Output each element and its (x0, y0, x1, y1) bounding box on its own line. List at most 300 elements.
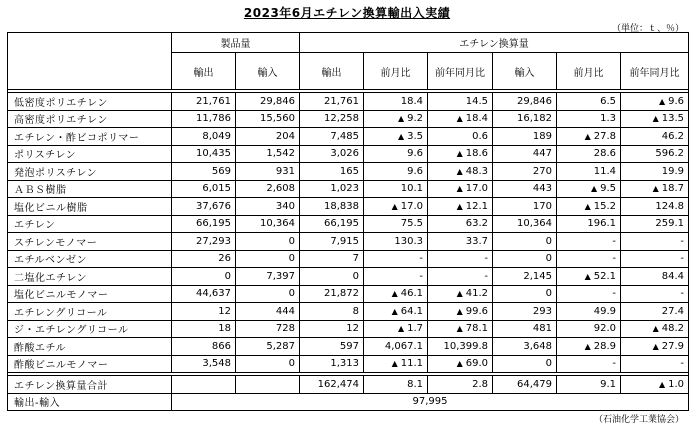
table-cell (300, 198, 364, 216)
cell-value: 28.6 (593, 148, 616, 160)
table-cell (300, 320, 364, 338)
cell-value: 9.6 (407, 148, 423, 160)
table-cell (493, 268, 557, 286)
table-cell (493, 163, 557, 181)
cell-value: 124.8 (655, 200, 684, 212)
cell-value: 18.4 (400, 95, 423, 107)
table-row (8, 163, 689, 181)
table-cell (364, 198, 428, 216)
cell-value: 293 (532, 305, 552, 317)
cell-value: 10,435 (196, 148, 231, 160)
cell-value: 41.2 (465, 288, 488, 300)
row-product-name: エチレン・酢ビコポリマー (8, 128, 172, 146)
table-cell (428, 145, 493, 163)
cell-value: 63.2 (465, 218, 488, 230)
cell-value: 5,287 (266, 340, 295, 352)
decrease-triangle-icon: ▲ (456, 289, 463, 299)
cell-value: 17.0 (400, 200, 423, 212)
table-cell (236, 93, 300, 111)
table-cell (236, 215, 300, 233)
cell-value: 64.1 (400, 305, 423, 317)
header-group-product: 製品量 (172, 33, 300, 53)
cell-value: 443 (532, 183, 552, 195)
cell-value: 481 (532, 323, 552, 335)
balance-name: 輸出-輸入 (8, 393, 172, 411)
table-cell (300, 338, 364, 356)
table-cell (428, 355, 493, 373)
cell-value: 48.3 (465, 165, 488, 177)
table-cell (236, 320, 300, 338)
cell-value: 11,786 (196, 113, 231, 125)
cell-value: 18.6 (465, 148, 488, 160)
cell-value: 3,648 (523, 340, 552, 352)
cell-value: 14.5 (465, 95, 488, 107)
table-cell (557, 320, 621, 338)
row-product-name: エチルベンゼン (8, 250, 172, 268)
cell-value: 12 (218, 305, 231, 317)
table-cell (364, 338, 428, 356)
cell-value: 270 (532, 165, 552, 177)
decrease-triangle-icon: ▲ (456, 201, 463, 211)
row-product-name: エチレン (8, 215, 172, 233)
table-cell (172, 285, 236, 303)
cell-value: 17.0 (465, 183, 488, 195)
decrease-triangle-icon: ▲ (391, 201, 398, 211)
table-cell (364, 110, 428, 128)
table-cell (428, 338, 493, 356)
table-cell (172, 355, 236, 373)
table-cell (557, 145, 621, 163)
total-cell: 8.1 (364, 376, 428, 394)
table-cell (493, 180, 557, 198)
cell-value: 3,026 (330, 148, 359, 160)
decrease-triangle-icon: ▲ (391, 289, 398, 299)
table-cell (364, 163, 428, 181)
cell-value: 866 (211, 340, 231, 352)
table-cell (557, 110, 621, 128)
decrease-triangle-icon: ▲ (584, 201, 591, 211)
cell-value: 52.1 (593, 270, 616, 282)
table-cell (172, 233, 236, 251)
cell-value: 19.9 (661, 165, 684, 177)
table-cell (557, 250, 621, 268)
total-cell (172, 376, 236, 394)
cell-value: 165 (339, 165, 359, 177)
cell-value: 0 (545, 235, 552, 247)
cell-value: 66,195 (196, 218, 231, 230)
cell-value: 0 (288, 288, 295, 300)
decrease-triangle-icon: ▲ (391, 359, 398, 369)
table-cell (172, 93, 236, 111)
decrease-triangle-icon: ▲ (584, 341, 591, 351)
header-group-ethylene: エチレン換算量 (300, 33, 689, 53)
cell-value: 1,023 (330, 183, 359, 195)
cell-value: 3,548 (202, 358, 231, 370)
table-cell (300, 128, 364, 146)
table-row (8, 320, 689, 338)
cell-value: - (419, 270, 423, 282)
cell-value: 12,258 (324, 113, 359, 125)
table-row (8, 180, 689, 198)
cell-value: 170 (532, 200, 552, 212)
cell-value: 10,364 (260, 218, 295, 230)
cell-value: 27.9 (661, 340, 684, 352)
cell-value: 0 (288, 235, 295, 247)
cell-value: 46.1 (400, 288, 423, 300)
total-cell: 162,474 (300, 376, 364, 394)
table-cell (557, 180, 621, 198)
cell-value: 0 (545, 253, 552, 265)
table-cell (236, 338, 300, 356)
row-product-name: 二塩化エチレン (8, 268, 172, 286)
table-cell (300, 233, 364, 251)
table-row (8, 268, 689, 286)
cell-value: 1,542 (266, 148, 295, 160)
decrease-triangle-icon: ▲ (658, 96, 666, 106)
cell-value: 99.6 (465, 305, 488, 317)
table-cell (428, 128, 493, 146)
table-cell (621, 110, 689, 128)
table-cell (493, 128, 557, 146)
table-cell (236, 285, 300, 303)
table-cell (621, 268, 689, 286)
cell-value: 444 (275, 305, 295, 317)
table-cell (621, 285, 689, 303)
table-cell (172, 180, 236, 198)
table-row (8, 110, 689, 128)
table-cell (621, 93, 689, 111)
table-cell (300, 93, 364, 111)
cell-value: 259.1 (655, 218, 684, 230)
decrease-triangle-icon: ▲ (397, 324, 405, 334)
cell-value: 33.7 (465, 235, 488, 247)
cell-value: 1.3 (600, 113, 616, 125)
table-cell (493, 215, 557, 233)
cell-value: 27.8 (593, 130, 616, 142)
col-header: 輸出 (172, 53, 236, 90)
table-cell (557, 215, 621, 233)
row-product-name: ジ・エチレングリコール (8, 320, 172, 338)
cell-value: 11.1 (400, 358, 423, 370)
decrease-triangle-icon: ▲ (456, 324, 463, 334)
cell-value: - (612, 253, 616, 265)
decrease-triangle-icon: ▲ (391, 306, 398, 316)
table-cell (236, 268, 300, 286)
cell-value: 18,838 (324, 200, 359, 212)
col-header: 輸入 (236, 53, 300, 90)
total-cell: 2.8 (428, 376, 493, 394)
table-cell (236, 180, 300, 198)
cell-value: - (612, 235, 616, 247)
decrease-triangle-icon: ▲ (652, 114, 659, 124)
table-cell (428, 303, 493, 321)
table-cell (172, 110, 236, 128)
table-row (8, 128, 689, 146)
total-row (8, 376, 689, 394)
table-cell (236, 128, 300, 146)
cell-value: 189 (532, 130, 552, 142)
table-cell (621, 163, 689, 181)
table-cell (364, 355, 428, 373)
col-header: 前年同月比 (621, 53, 689, 90)
cell-value: 69.0 (465, 358, 488, 370)
cell-value: 8,049 (202, 130, 231, 142)
table-cell (364, 285, 428, 303)
cell-value: 7 (352, 253, 359, 265)
total-value: 1.0 (668, 378, 684, 390)
decrease-triangle-icon: ▲ (397, 114, 405, 124)
cell-value: 0 (224, 270, 231, 282)
table-cell (493, 250, 557, 268)
table-cell (428, 233, 493, 251)
cell-value: 1.7 (407, 323, 423, 335)
table-cell (428, 320, 493, 338)
cell-value: 26 (218, 253, 231, 265)
table-cell (557, 285, 621, 303)
decrease-triangle-icon: ▲ (590, 184, 598, 194)
cell-value: 340 (275, 200, 295, 212)
table-cell (621, 250, 689, 268)
table-cell (172, 215, 236, 233)
row-product-name: 低密度ポリエチレン (8, 93, 172, 111)
table-cell (172, 198, 236, 216)
cell-value: 7,397 (266, 270, 295, 282)
cell-value: 12.1 (465, 200, 488, 212)
cell-value: - (612, 358, 616, 370)
table-cell (364, 128, 428, 146)
decrease-triangle-icon: ▲ (652, 184, 659, 194)
table-cell (364, 93, 428, 111)
table-cell (557, 268, 621, 286)
table-cell (493, 145, 557, 163)
table-cell (172, 320, 236, 338)
table-cell (236, 163, 300, 181)
header-blank (8, 33, 172, 53)
row-product-name: 発泡ポリスチレン (8, 163, 172, 181)
table-cell (557, 93, 621, 111)
table-row (8, 233, 689, 251)
cell-value: 204 (275, 130, 295, 142)
table-cell (493, 303, 557, 321)
cell-value: 2,608 (266, 183, 295, 195)
cell-value: - (680, 235, 684, 247)
table-row (8, 198, 689, 216)
table-row (8, 303, 689, 321)
cell-value: 0 (288, 253, 295, 265)
table-cell (621, 215, 689, 233)
col-header: 輸出 (300, 53, 364, 90)
cell-value: 16,182 (517, 113, 552, 125)
table-row (8, 355, 689, 373)
table-cell (621, 198, 689, 216)
table-cell (428, 215, 493, 233)
table-cell (364, 215, 428, 233)
cell-value: 597 (339, 340, 359, 352)
cell-value: 9.6 (407, 165, 423, 177)
balance-row (8, 393, 689, 411)
table-cell (300, 145, 364, 163)
table-body (8, 93, 689, 373)
table-cell (493, 285, 557, 303)
table-cell (557, 128, 621, 146)
table-cell (621, 320, 689, 338)
table-cell (621, 233, 689, 251)
table-row (8, 250, 689, 268)
table-cell (493, 233, 557, 251)
col-header: 前月比 (364, 53, 428, 90)
row-product-name: 塩化ビニル樹脂 (8, 198, 172, 216)
cell-value: - (612, 288, 616, 300)
table-cell (236, 250, 300, 268)
table-cell (300, 110, 364, 128)
cell-value: 6.5 (600, 95, 616, 107)
cell-value: 11.4 (593, 165, 616, 177)
cell-value: 21,761 (324, 95, 359, 107)
table-cell (557, 303, 621, 321)
cell-value: 6,015 (202, 183, 231, 195)
table-cell (428, 110, 493, 128)
table-cell (428, 198, 493, 216)
cell-value: 15.2 (593, 200, 616, 212)
table-cell (172, 128, 236, 146)
table-cell (621, 355, 689, 373)
table-cell (172, 163, 236, 181)
cell-value: 3.5 (407, 130, 423, 142)
cell-value: 9.2 (407, 113, 423, 125)
row-product-name: ＡＢＳ樹脂 (8, 180, 172, 198)
table-cell (428, 285, 493, 303)
cell-value: 37,676 (196, 200, 231, 212)
table-cell (493, 355, 557, 373)
cell-value: 196.1 (587, 218, 616, 230)
col-header: 前月比 (557, 53, 621, 90)
table-cell (364, 233, 428, 251)
decrease-triangle-icon: ▲ (652, 324, 659, 334)
cell-value: 931 (275, 165, 295, 177)
row-product-name: スチレンモノマー (8, 233, 172, 251)
table-cell (364, 320, 428, 338)
col-header: 輸入 (493, 53, 557, 90)
table-cell (172, 250, 236, 268)
cell-value: 10.1 (400, 183, 423, 195)
table-cell (557, 355, 621, 373)
cell-value: - (419, 253, 423, 265)
table-cell (364, 180, 428, 198)
table-row (8, 338, 689, 356)
cell-value: 0 (545, 288, 552, 300)
table-cell (557, 198, 621, 216)
table-cell (300, 163, 364, 181)
table-cell (300, 303, 364, 321)
table-cell (428, 180, 493, 198)
table-cell (621, 303, 689, 321)
row-product-name: ポリスチレン (8, 145, 172, 163)
table-cell (557, 163, 621, 181)
cell-value: 7,485 (330, 130, 359, 142)
source-note: （石油化学工業協会） (593, 415, 684, 425)
cell-value: 7,915 (330, 235, 359, 247)
decrease-triangle-icon: ▲ (456, 114, 463, 124)
cell-value: 29,846 (517, 95, 552, 107)
row-product-name: エチレングリコール (8, 303, 172, 321)
table-cell (493, 338, 557, 356)
cell-value: 596.2 (655, 148, 684, 160)
cell-value: 27,293 (196, 235, 231, 247)
cell-value: 21,872 (324, 288, 359, 300)
table-cell (300, 355, 364, 373)
cell-value: - (484, 253, 488, 265)
table-cell (493, 110, 557, 128)
cell-value: 447 (532, 148, 552, 160)
table-cell (172, 145, 236, 163)
cell-value: 569 (211, 165, 231, 177)
cell-value: 10,399.8 (443, 340, 488, 352)
table-cell (428, 93, 493, 111)
cell-value: 0.6 (472, 130, 488, 142)
decrease-triangle-icon: ▲ (584, 131, 591, 141)
table-cell (621, 128, 689, 146)
table-row (8, 145, 689, 163)
cell-value: 66,195 (324, 218, 359, 230)
table-cell (172, 338, 236, 356)
table-cell (300, 285, 364, 303)
decrease-triangle-icon: ▲ (456, 359, 463, 369)
cell-value: 0 (288, 358, 295, 370)
cell-value: 46.2 (661, 130, 684, 142)
table-cell (236, 145, 300, 163)
cell-value: 49.9 (593, 305, 616, 317)
cell-value: 21,761 (196, 95, 231, 107)
table-cell (493, 93, 557, 111)
cell-value: 18.4 (465, 113, 488, 125)
balance-value: 97,995 (172, 393, 689, 411)
cell-value: 44,637 (196, 288, 231, 300)
table-cell (236, 355, 300, 373)
table-row (8, 285, 689, 303)
total-cell: 9.1 (557, 376, 621, 394)
table-cell (236, 198, 300, 216)
decrease-triangle-icon: ▲ (456, 306, 463, 316)
cell-value: - (680, 288, 684, 300)
cell-value: 10,364 (517, 218, 552, 230)
table-cell (236, 303, 300, 321)
table-cell (621, 338, 689, 356)
table-cell (172, 303, 236, 321)
cell-value: 18 (218, 323, 231, 335)
cell-value: 12 (346, 323, 359, 335)
cell-value: - (680, 253, 684, 265)
cell-value: 728 (275, 323, 295, 335)
header-blank-2 (8, 53, 172, 90)
decrease-triangle-icon: ▲ (652, 341, 659, 351)
cell-value: 15,560 (260, 113, 295, 125)
table-cell (364, 250, 428, 268)
col-header: 前年同月比 (428, 53, 493, 90)
page-title: 2023年6月エチレン換算輸出入実績 (243, 6, 451, 20)
cell-value: 78.1 (465, 323, 488, 335)
decrease-triangle-icon: ▲ (456, 184, 463, 194)
total-cell (236, 376, 300, 394)
total-cell-tri (621, 376, 689, 394)
table-cell (557, 233, 621, 251)
export-import-table (7, 32, 689, 411)
row-product-name: 塩化ビニルモノマー (8, 285, 172, 303)
total-cell: 64,479 (493, 376, 557, 394)
decrease-triangle-icon: ▲ (584, 271, 591, 281)
cell-value: 92.0 (593, 323, 616, 335)
cell-value: 8 (352, 305, 359, 317)
cell-value: 130.3 (394, 235, 423, 247)
